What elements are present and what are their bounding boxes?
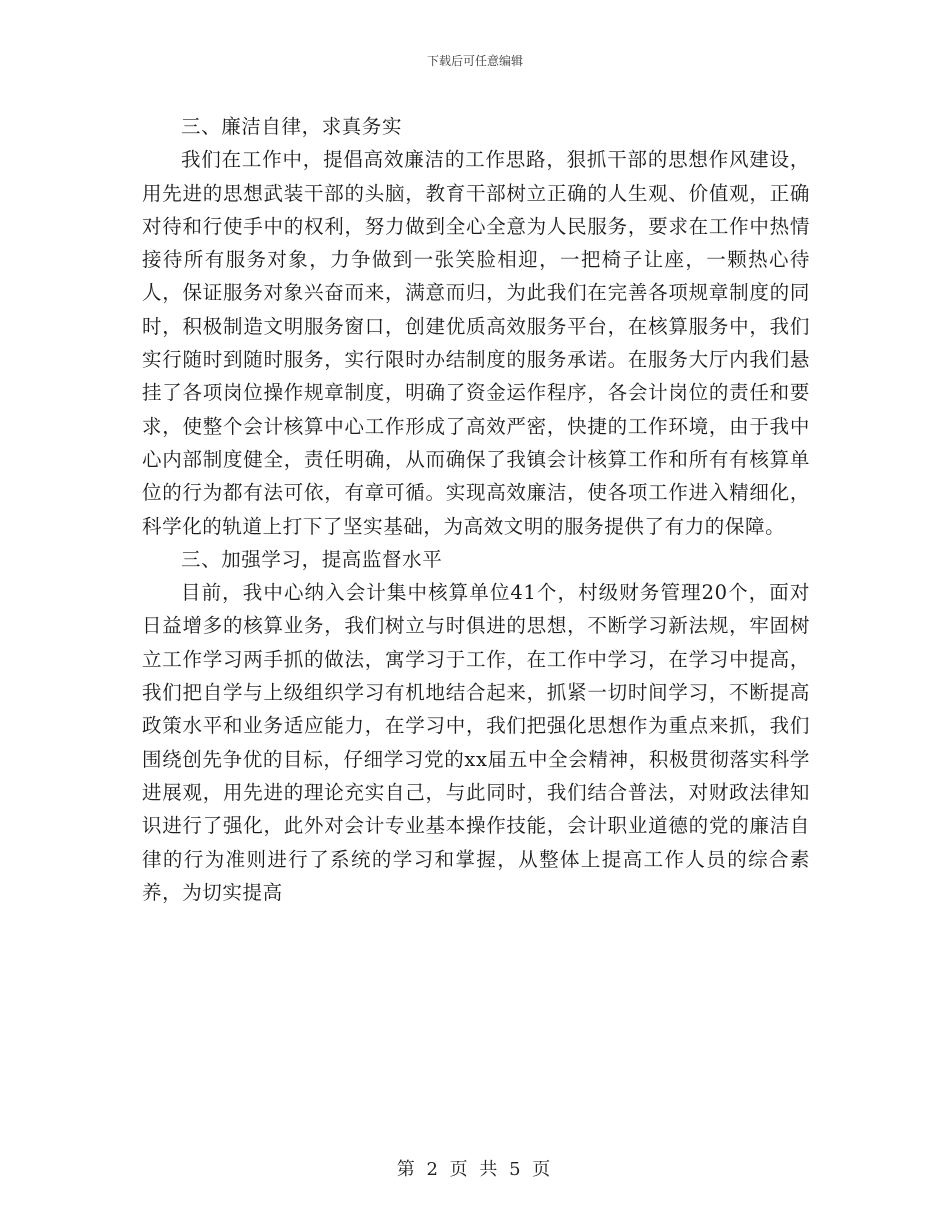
section-paragraph-2: 目前，我中心纳入会计集中核算单位41个，村级财务管理20个，面对日益增多的核算业务，我们树立与时俱进的思想，不断学习新法规，牢固树立工作学习两手抓的做法，寓学习于工作，在工作中学习，在学习中提高，我们把自学与上级组织学习有机地结合起来，抓紧一切时间学习，不断提高政策水平和业务适应能力，在学习中，我们把强化思想作为重点来抓，我们围绕创先争优的目标，仔细学习党的xx届五中全会精神，积极贯彻落实科学进展观，用先进的理论充实自己，与此同时，我们结合普法，对财政法律知识进行了强化，此外对会计专业基本操作技能，会计职业道德的党的廉洁自律的行为准则进行了系统的学习和掌握，从整体上提高工作人员的综合素养，为切实提高 bbox=[142, 581, 810, 904]
section-heading-1: 三、廉洁自律，求真务实 bbox=[181, 115, 403, 138]
document-body bbox=[142, 110, 810, 909]
page-number: 第 2 页 共 5 页 bbox=[396, 1159, 554, 1180]
section-heading-2: 三、加强学习，提高监督水平 bbox=[181, 547, 443, 571]
header-note: 下载后可任意编辑 bbox=[426, 54, 523, 68]
section-paragraph-1: 我们在工作中，提倡高效廉洁的工作思路，狠抓干部的思想作风建设，用先进的思想武装干部的头脑，教育干部树立正确的人生观、价值观，正确对待和行使手中的权利，努力做到全心全意为人民服务，要求在工作中热情接待所有服务对象，力争做到一张笑脸相迎，一把椅子让座，一颗热心待人，保证服务对象兴奋而来，满意而归，为此我们在完善各项规章制度的同时，积极制造文明服务窗口，创建优质高效服务平台，在核算服务中，我们实行随时到随时服务，实行限时办结制度的服务承诺。在服务大厅内我们悬挂了各项岗位操作规章制度，明确了资金运作程序，各会计岗位的责任和要求，使整个会计核算中心工作形成了高效严密，快捷的工作环境，由于我中心内部制度健全，责任明确，从而确保了我镇会计核算工作和所有有核算单位的行为都有法可依，有章可循。实现高效廉洁，使各项工作进入精细化，科学化的轨道上打下了坚实基础，为高效文明的服务提供了有力的保障。 bbox=[142, 148, 810, 538]
